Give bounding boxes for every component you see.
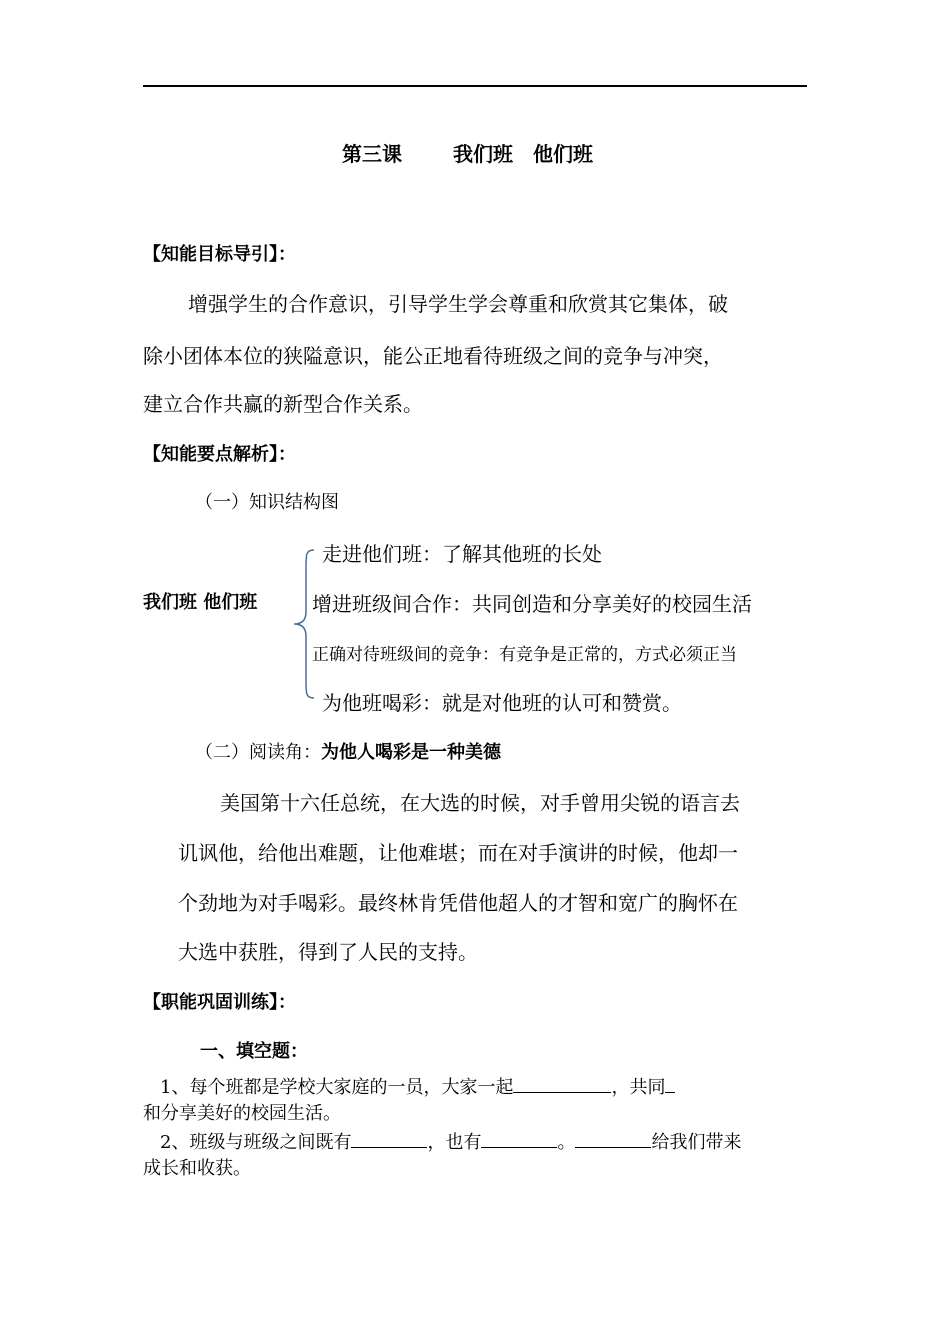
reading-label: （二）阅读角： [195, 742, 321, 763]
question-2 [160, 1128, 741, 1154]
question-2-text-a: 2、班级与班级之间既有 [160, 1132, 352, 1153]
question-2-text-d: 给我们带来 [651, 1132, 742, 1153]
answer-blank[interactable] [513, 1074, 611, 1093]
diagram-branch-1: 走进他们班：了解其他班的长处 [322, 542, 602, 566]
diagram-branch-2: 增进班级间合作：共同创造和分享美好的校园生活 [312, 592, 752, 616]
goals-line-2: 除小团体本位的狭隘意识，能公正地看待班级之间的竞争与冲突， [143, 344, 723, 368]
fill-in-heading: 一、填空题： [200, 1041, 308, 1062]
question-1-cont: 和分享美好的校园生活。 [143, 1103, 341, 1124]
story-line-4: 大选中获胜，得到了人民的支持。 [178, 940, 478, 964]
diagram-branch-4: 为他班喝彩：就是对他班的认可和赞赏。 [322, 691, 682, 715]
story-line-2: 讥讽他，给他出难题，让他难堪；而在对手演讲的时候，他却一 [178, 841, 738, 865]
subsection-reading [195, 738, 501, 764]
question-1-text-a: 1、每个班都是学校大家庭的一员，大家一起 [160, 1077, 514, 1098]
section-heading-analysis: 【知能要点解析】： [143, 444, 296, 465]
goals-line-1: 增强学生的合作意识，引导学生学会尊重和欣赏其它集体，破 [188, 292, 728, 316]
subsection-structure: （一）知识结构图 [195, 492, 339, 513]
header-rule [143, 85, 807, 87]
question-1 [160, 1073, 675, 1099]
question-2-text-b: ，也有 [427, 1132, 482, 1153]
lesson-number: 第三课 [342, 142, 402, 166]
reading-title: 为他人喝彩是一种美德 [321, 742, 501, 763]
question-1-text-b: ，共同 [611, 1077, 666, 1098]
diagram-branch-3: 正确对待班级间的竞争：有竞争是正常的，方式必须正当 [312, 645, 737, 665]
answer-blank[interactable] [481, 1129, 557, 1148]
answer-blank[interactable] [665, 1074, 675, 1093]
lesson-title: 我们班 他们班 [453, 142, 593, 166]
answer-blank[interactable] [575, 1129, 651, 1148]
diagram-root: 我们班 他们班 [143, 592, 258, 613]
section-heading-goals: 【知能目标导引】： [143, 244, 296, 265]
section-heading-practice: 【职能巩固训练】： [143, 992, 296, 1013]
question-2-text-c: 。 [557, 1132, 576, 1153]
story-line-3: 个劲地为对手喝彩。最终林肯凭借他超人的才智和宽广的胸怀在 [178, 891, 738, 915]
bracket-icon [288, 548, 316, 700]
answer-blank[interactable] [351, 1129, 427, 1148]
story-line-1: 美国第十六任总统，在大选的时候，对手曾用尖锐的语言去 [220, 791, 740, 815]
question-2-cont: 成长和收获。 [143, 1158, 251, 1179]
goals-line-3: 建立合作共赢的新型合作关系。 [143, 392, 423, 416]
